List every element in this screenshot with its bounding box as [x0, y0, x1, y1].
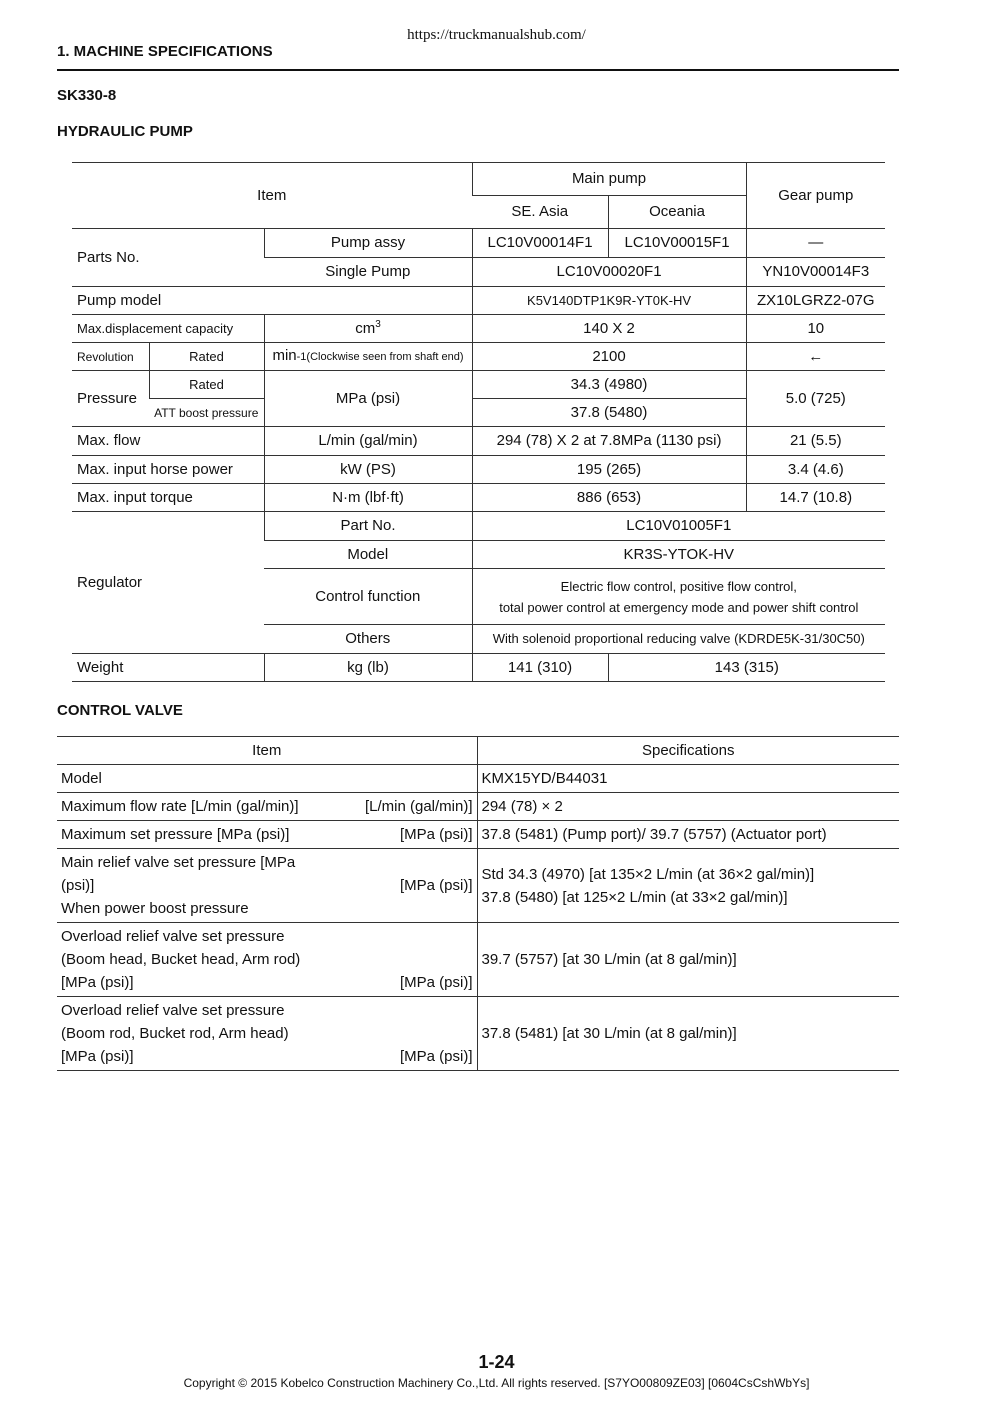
weight-se-asia: 141 (310) — [472, 654, 608, 682]
revolution-unit-base: min — [272, 347, 297, 364]
cv-row-overload-1-item — [57, 923, 341, 997]
cv-row-main-relief-spec-line-2: 37.8 (5480) [at 125×2 L/min (at 33×2 gal/min)] — [481, 888, 788, 906]
cv-row-main-relief-line-2: (psi)] — [61, 877, 95, 894]
cv-row-overload-2-line-1: Overload relief valve set pressure — [61, 1002, 285, 1019]
hydraulic-pump-table — [72, 162, 885, 682]
single-pump-label: Single Pump — [264, 258, 472, 287]
cv-row-main-relief-line-3: When power boost pressure — [61, 900, 249, 917]
head-se-asia: SE. Asia — [472, 196, 608, 229]
cv-row-model-unit — [341, 765, 477, 793]
cv-row-overload-2-line-2: (Boom rod, Bucket rod, Arm head) — [61, 1025, 289, 1042]
weight-unit: kg (lb) — [264, 654, 472, 682]
cv-row-flow-spec: 294 (78) × 2 — [477, 793, 899, 821]
regulator-part-no-label: Part No. — [264, 512, 472, 541]
pressure-rated-label: Rated — [149, 371, 264, 399]
cv-row-main-relief-item — [57, 849, 341, 923]
cv-row-overload-1-line-2: (Boom head, Bucket head, Arm rod) — [61, 951, 301, 968]
cv-row-main-relief-line-1: Main relief valve set pressure [MPa — [61, 854, 296, 871]
cv-row-overload-2-unit: [MPa (psi)] — [341, 997, 477, 1071]
cv-row-model-item: Model — [57, 765, 341, 793]
pressure-rated-main: 34.3 (4980) — [472, 371, 746, 399]
revolution-gear: ← — [746, 343, 885, 371]
cv-head-item: Item — [57, 737, 477, 765]
pump-model-main: K5V140DTP1K9R-YT0K-HV — [472, 287, 746, 315]
displacement-unit-base: cm — [355, 319, 376, 337]
max-flow-main: 294 (78) X 2 at 7.8MPa (1130 psi) — [472, 427, 746, 456]
torque-label: Max. input torque — [72, 484, 264, 512]
cv-row-overload-1-spec: 39.7 (5757) [at 30 L/min (at 8 gal/min)] — [477, 923, 899, 997]
control-valve-table — [57, 736, 899, 1071]
cv-row-model-spec: KMX15YD/B44031 — [477, 765, 899, 793]
regulator-control-line-2: total power control at emergency mode and power shift control — [499, 599, 859, 615]
cv-row-main-relief-spec — [477, 849, 899, 923]
pressure-att-label: ATT boost pressure — [149, 399, 264, 427]
revolution-main: 2100 — [472, 343, 746, 371]
regulator-others-label: Others — [264, 625, 472, 654]
head-main-pump: Main pump — [472, 163, 746, 196]
horse-power-gear: 3.4 (4.6) — [746, 456, 885, 484]
head-oceania: Oceania — [608, 196, 746, 229]
cv-row-overload-1-unit: [MPa (psi)] — [341, 923, 477, 997]
cv-row-main-relief-unit: [MPa (psi)] — [341, 849, 477, 923]
horse-power-label: Max. input horse power — [72, 456, 264, 484]
revolution-unit — [264, 343, 472, 371]
cv-row-set-pressure-spec: 37.8 (5481) (Pump port)/ 39.7 (5757) (Actuator port) — [477, 821, 899, 849]
regulator-part-no: LC10V01005F1 — [472, 512, 885, 541]
section-header: 1. MACHINE SPECIFICATIONS — [57, 43, 273, 60]
model-title: SK330-8 — [57, 87, 117, 104]
cv-row-flow-item: Maximum flow rate [L/min (gal/min)] — [57, 793, 341, 821]
pressure-unit: MPa (psi) — [264, 371, 472, 427]
cv-row-overload-1-line-1: Overload relief valve set pressure — [61, 928, 285, 945]
cv-row-set-pressure-unit: [MPa (psi)] — [341, 821, 477, 849]
cv-row-overload-2-item — [57, 997, 341, 1071]
max-flow-label: Max. flow — [72, 427, 264, 456]
displacement-unit-sup: 3 — [375, 318, 381, 330]
torque-unit: N·m (lbf·ft) — [264, 484, 472, 512]
source-url[interactable]: https://truckmanualshub.com/ — [407, 27, 586, 43]
regulator-label: Regulator — [72, 512, 264, 654]
page-number: 1-24 — [478, 1352, 515, 1372]
parts-no-label: Parts No. — [72, 229, 264, 287]
cv-row-set-pressure-item: Maximum set pressure [MPa (psi)] — [57, 821, 341, 849]
regulator-model: KR3S-YTOK-HV — [472, 541, 885, 569]
max-flow-unit: L/min (gal/min) — [264, 427, 472, 456]
regulator-control-label: Control function — [264, 569, 472, 625]
copyright-notice: Copyright © 2015 Kobelco Construction Machinery Co.,Ltd. All rights reserved. [S7YO00809ZE03] [0604CsCshWbYs] — [183, 1376, 810, 1390]
cv-head-spec: Specifications — [477, 737, 899, 765]
regulator-others: With solenoid proportional reducing valve (KDRDE5K-31/30C50) — [472, 625, 885, 654]
pressure-label: Pressure — [72, 371, 149, 427]
revolution-label: Revolution — [72, 343, 149, 371]
cv-row-flow-unit: [L/min (gal/min)] — [341, 793, 477, 821]
pump-model-label: Pump model — [72, 287, 472, 315]
pump-assy-oceania: LC10V00015F1 — [608, 229, 746, 258]
header-rule — [57, 69, 899, 71]
horse-power-unit: kW (PS) — [264, 456, 472, 484]
regulator-control-line-1: Electric flow control, positive flow control, — [560, 578, 797, 594]
pressure-att-main: 37.8 (5480) — [472, 399, 746, 427]
cv-row-overload-2-line-3: [MPa (psi)] — [61, 1048, 134, 1065]
weight-rest: 143 (315) — [608, 654, 885, 682]
weight-label: Weight — [72, 654, 264, 682]
displacement-label: Max.displacement capacity — [72, 315, 264, 343]
torque-gear: 14.7 (10.8) — [746, 484, 885, 512]
single-pump-main: LC10V00020F1 — [472, 258, 746, 287]
displacement-unit — [264, 315, 472, 343]
head-item: Item — [72, 163, 472, 229]
single-pump-gear: YN10V00014F3 — [746, 258, 885, 287]
cv-row-overload-1-line-3: [MPa (psi)] — [61, 974, 134, 991]
max-flow-gear: 21 (5.5) — [746, 427, 885, 456]
pump-assy-gear: — — [746, 229, 885, 258]
hydraulic-pump-title: HYDRAULIC PUMP — [57, 123, 193, 140]
pressure-gear: 5.0 (725) — [746, 371, 885, 427]
horse-power-main: 195 (265) — [472, 456, 746, 484]
pump-assy-label: Pump assy — [264, 229, 472, 258]
cv-row-overload-2-spec: 37.8 (5481) [at 30 L/min (at 8 gal/min)] — [477, 997, 899, 1071]
revolution-unit-suffix: -1(Clockwise seen from shaft end) — [296, 351, 464, 363]
revolution-rated-label: Rated — [149, 343, 264, 371]
displacement-gear: 10 — [746, 315, 885, 343]
displacement-main: 140 X 2 — [472, 315, 746, 343]
regulator-control-function — [472, 569, 885, 625]
cv-row-main-relief-spec-line-1: Std 34.3 (4970) [at 135×2 L/min (at 36×2 gal/min)] — [481, 865, 815, 883]
pump-model-gear: ZX10LGRZ2-07G — [746, 287, 885, 315]
regulator-model-label: Model — [264, 541, 472, 569]
pump-assy-se-asia: LC10V00014F1 — [472, 229, 608, 258]
torque-main: 886 (653) — [472, 484, 746, 512]
head-gear-pump: Gear pump — [746, 163, 885, 229]
control-valve-title: CONTROL VALVE — [57, 702, 183, 719]
